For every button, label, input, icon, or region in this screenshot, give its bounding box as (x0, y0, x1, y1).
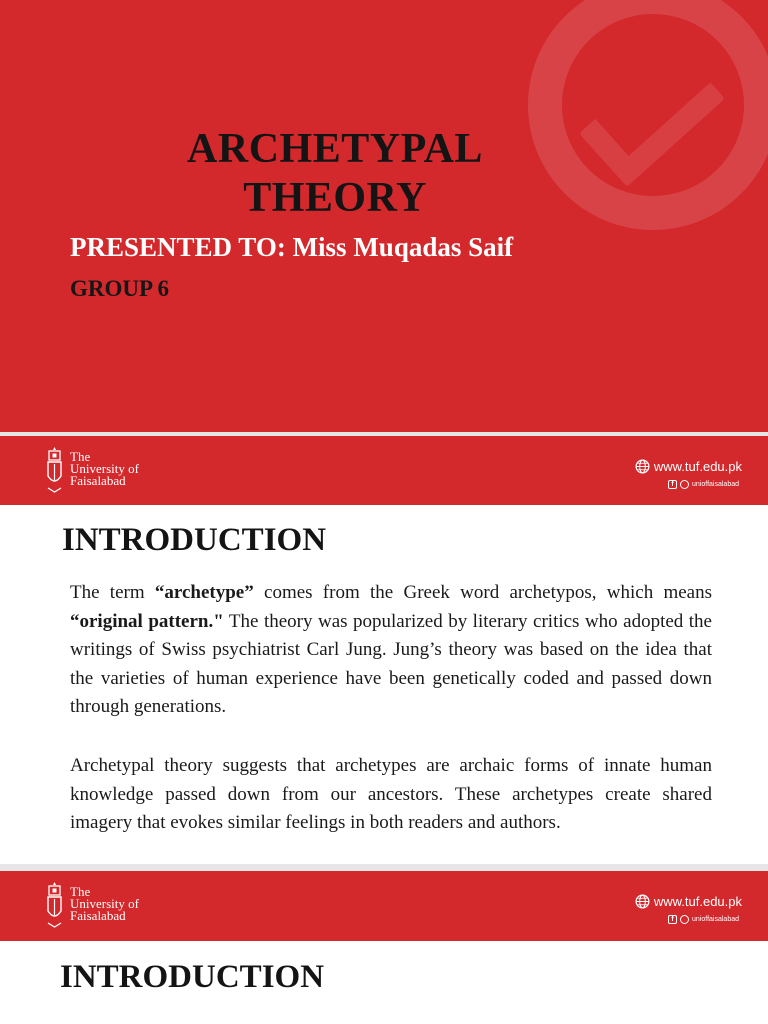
section-heading: INTRODUCTION (62, 522, 327, 558)
title-slide (0, 0, 768, 432)
university-logo-text: The University of Faisalabad (70, 449, 139, 488)
university-crest-icon (46, 446, 63, 494)
globe-icon (635, 459, 650, 474)
facebook-icon[interactable]: f (668, 915, 677, 924)
slide-banner (0, 871, 768, 941)
introduction-slide-2 (0, 871, 768, 1024)
intro-paragraph-2: Archetypal theory suggests that archetypes are archaic forms of innate human knowledge passed down from our ancestors. These archetypes create shared imagery that evokes similar feelings in both readers and authors. (70, 755, 712, 833)
social-handle: unioffaisalabad (692, 481, 739, 488)
website-row[interactable] (635, 459, 742, 474)
title-line-1: ARCHETYPAL (187, 126, 483, 172)
facebook-icon[interactable]: f (668, 480, 677, 489)
website-link[interactable]: www.tuf.edu.pk (653, 459, 742, 474)
title-line-2: THEORY (243, 175, 427, 221)
group-label: GROUP 6 (70, 276, 170, 301)
instagram-icon[interactable] (680, 915, 689, 924)
intro-paragraph-1: The term “archetype” comes from the Greek word archetypos, which means “original pattern." The theory was popularized by literary critics who adopted the writings of Swiss psychiatrist Carl Jung. Jung’s theory was based on the idea that the varieties of human experience have been genetically coded and passed down through generations. (70, 582, 713, 717)
globe-icon (635, 894, 650, 909)
university-crest-icon (46, 881, 63, 929)
university-logo-text: The University of Faisalabad (70, 884, 139, 923)
social-row[interactable] (668, 915, 739, 924)
section-heading: INTRODUCTION (60, 959, 325, 995)
social-row[interactable] (668, 480, 739, 489)
website-row[interactable] (635, 894, 742, 909)
website-link[interactable]: www.tuf.edu.pk (653, 894, 742, 909)
social-handle: unioffaisalabad (692, 916, 739, 923)
presented-to: PRESENTED TO: Miss Muqadas Saif (70, 232, 514, 262)
slide-banner (0, 436, 768, 505)
introduction-slide (0, 436, 768, 864)
instagram-icon[interactable] (680, 480, 689, 489)
